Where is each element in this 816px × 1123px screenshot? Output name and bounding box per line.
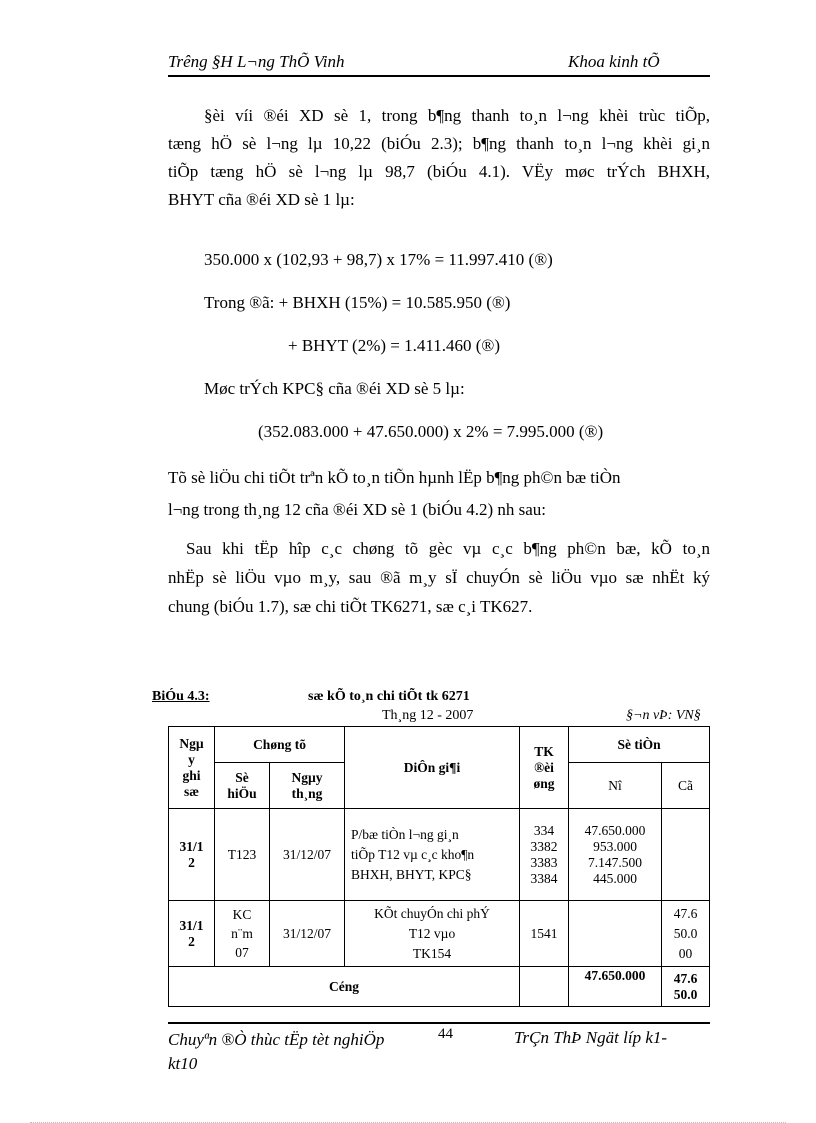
- paragraph-allocation: [168, 462, 710, 526]
- table-row: [169, 901, 710, 967]
- header-rule: [168, 75, 710, 77]
- row-voucher-date: 31/12/07: [270, 901, 345, 967]
- row-credits: 47.6 50.0 00: [662, 901, 710, 967]
- total-label: Céng: [169, 967, 520, 1007]
- row-voucher-no: T123: [215, 809, 270, 901]
- formula-total: 350.000 x (102,93 + 98,7) x 17% = 11.997.410 (®): [204, 250, 553, 269]
- row-debits: [569, 901, 662, 967]
- table-total-row: [169, 967, 710, 1007]
- total-debit: 47.650.000: [569, 967, 662, 1007]
- total-credit: 47.6 50.0: [662, 967, 710, 1007]
- text-line: Tõ sè liÖu chi tiÕt trªn kÕ to¸n tiÕn hµnh lËp b¶ng ph©n bæ tiÒn: [168, 468, 621, 487]
- header-account: TK ®èi øng: [520, 727, 569, 809]
- row-voucher-date: 31/12/07: [270, 809, 345, 901]
- ledger-title: sæ kÕ to¸n chi tiÕt tk 6271: [308, 689, 470, 704]
- header-date: Ngµ y ghi sæ: [169, 727, 215, 809]
- text-line: tæng hÖ sè l¬ng lµ 10,22 (biÓu 2.3); b¶ng thanh to¸n l¬ng khèi gi¸n: [168, 134, 710, 153]
- text-line: §èi víi ®éi XD sè 1, trong b¶ng thanh to¸n l¬ng khèi trùc tiÕp,: [204, 106, 710, 125]
- paragraph-bhxh-calc: [168, 102, 710, 214]
- row-accounts: 334 3382 3383 3384: [520, 809, 569, 901]
- row-debits: 47.650.000 953.000 7.147.500 445.000: [569, 809, 662, 901]
- text-line: BHYT cña ®éi XD sè 1 lµ:: [168, 190, 355, 209]
- row-date: 31/1 2: [169, 809, 215, 901]
- header-voucher: Chøng tõ: [215, 727, 345, 763]
- header-description: DiÔn gi¶i: [345, 727, 520, 809]
- formula-kpcd-label: Møc trÝch KPC§ cña ®éi XD sè 5 lµ:: [204, 379, 465, 398]
- footer-thesis: Chuyªn ®Ò thùc tËp tèt nghiÖp: [168, 1030, 385, 1049]
- header-amount: Sè tiÒn: [569, 727, 710, 763]
- header-credit: Cã: [662, 763, 710, 809]
- header-school: Trêng §H L¬ng ThÕ Vinh: [168, 52, 345, 71]
- text-line: chung (biÓu 1.7), sæ chi tiÕt TK6271, sæ c¸i TK627.: [168, 597, 533, 616]
- text-line: nhËp sè liÖu vµo m¸y, sau ®ã m¸y sÏ chuyÓn sè liÖu vµo sæ nhËt ký: [168, 568, 710, 587]
- ledger-unit: §¬n vÞ: VN§: [626, 708, 701, 723]
- formula-kpcd: (352.083.000 + 47.650.000) x 2% = 7.995.000 (®): [258, 422, 604, 441]
- text-line: Sau khi tËp hîp c¸c chøng tõ gèc vµ c¸c b¶ng ph©n bæ, kÕ to¸n: [186, 539, 710, 558]
- header-voucher-date: Ngµy th¸ng: [270, 763, 345, 809]
- header-voucher-no: Sè hiÖu: [215, 763, 270, 809]
- header-faculty: Khoa kinh tÕ: [568, 52, 660, 71]
- formula-bhyt: + BHYT (2%) = 1.411.460 (®): [288, 336, 500, 355]
- row-accounts: 1541: [520, 901, 569, 967]
- text-line: l¬ng trong th¸ng 12 cña ®éi XD sè 1 (biÓu 4.2) nh sau:: [168, 500, 547, 519]
- ledger-label: BiÓu 4.3:: [152, 689, 210, 704]
- footer-rule: [168, 1022, 710, 1024]
- table-row: [169, 809, 710, 901]
- row-date: 31/1 2: [169, 901, 215, 967]
- footer-class: kt10: [168, 1054, 198, 1073]
- formula-bhxh: Trong ®ã: + BHXH (15%) = 10.585.950 (®): [204, 293, 511, 312]
- ledger-period: Th¸ng 12 - 2007: [382, 708, 474, 723]
- row-voucher-no: KC n¨m 07: [215, 901, 270, 967]
- footer-author: TrÇn ThÞ Ngät líp k1-: [514, 1028, 668, 1047]
- text-line: tiÕp tæng hÖ sè l¬ng lµ 98,7 (biÓu 4.1). VËy møc trÝch BHXH,: [168, 162, 710, 181]
- ledger-table: [168, 726, 710, 1007]
- row-description: P/bæ tiÒn l¬ng gi¸n tiÕp T12 vµ c¸c kho¶n BHXH, BHYT, KPC§: [345, 809, 520, 901]
- footer-left: [168, 1028, 384, 1076]
- header-debit: Nî: [569, 763, 662, 809]
- total-account: [520, 967, 569, 1007]
- paragraph-posting: [168, 534, 710, 621]
- page-number: 44: [438, 1026, 453, 1042]
- row-description: KÕt chuyÓn chi phÝ T12 vµo TK154: [345, 901, 520, 967]
- row-credits: [662, 809, 710, 901]
